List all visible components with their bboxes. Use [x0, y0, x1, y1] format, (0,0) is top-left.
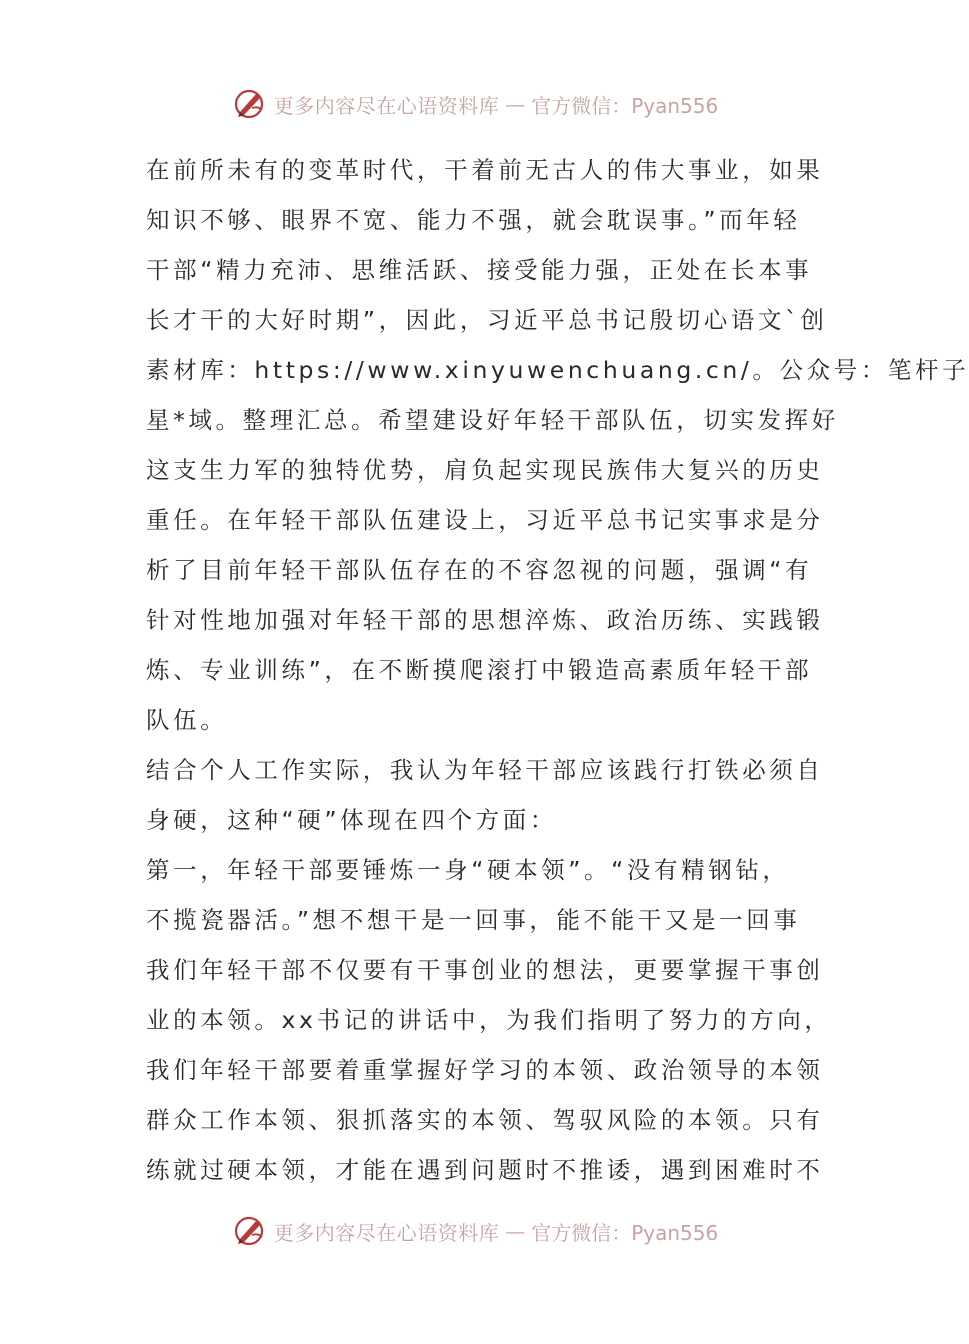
text-line: 练就过硬本领，才能在遇到问题时不推诿，遇到困难时不: [146, 1156, 824, 1184]
text-line: 队伍。: [146, 706, 228, 734]
text-line: 结合个人工作实际，我认为年轻干部应该践行打铁必须自: [146, 756, 824, 784]
pen-logo-icon: [232, 1213, 268, 1249]
text-line: 炼、专业训练”，在不断摸爬滚打中锻造高素质年轻干部: [146, 656, 813, 684]
text-line: 长才干的大好时期”，因此，习近平总书记殷切心语文`创: [146, 306, 828, 334]
text-line: 在前所未有的变革时代，干着前无古人的伟大事业，如果: [146, 156, 824, 184]
text-line: 这支生力军的独特优势，肩负起实现民族伟大复兴的历史: [146, 456, 824, 484]
watermark-wechat: 官方微信：Pyan556: [531, 1220, 719, 1245]
watermark-separator: —: [505, 92, 526, 116]
text-line: 知识不够、眼界不宽、能力不强，就会耽误事。”而年轻: [146, 206, 801, 234]
pen-logo-icon: [232, 86, 268, 122]
text-line: 业的本领。xx书记的讲话中，为我们指明了努力的方向，: [146, 1006, 832, 1034]
watermark-footer: [0, 1211, 950, 1251]
text-line: 不揽瓷器活。”想不想干是一回事，能不能干又是一回事: [146, 906, 801, 934]
watermark-header: [0, 84, 950, 124]
text-line: 析了目前年轻干部队伍存在的不容忽视的问题，强调“有: [146, 556, 813, 584]
watermark-wechat: 官方微信：Pyan556: [531, 93, 719, 118]
text-line: 素材库：https://www.xinyuwenchuang.cn/。公众号：笔杆子: [146, 356, 969, 384]
text-line: 我们年轻干部要着重掌握好学习的本领、政治领导的本领: [146, 1056, 824, 1084]
text-line: 我们年轻干部不仅要有干事创业的想法，更要掌握干事创: [146, 956, 824, 984]
watermark-separator: —: [505, 1219, 526, 1243]
text-line: 星*域。整理汇总。希望建设好年轻干部队伍，切实发挥好: [146, 406, 839, 434]
watermark-text: 更多内容尽在心语资料库: [273, 93, 500, 118]
text-line: 群众工作本领、狠抓落实的本领、驾驭风险的本领。只有: [146, 1106, 824, 1134]
watermark-text: 更多内容尽在心语资料库: [273, 1220, 500, 1245]
text-line: 重任。在年轻干部队伍建设上，习近平总书记实事求是分: [146, 506, 824, 534]
text-line: 第一，年轻干部要锤炼一身“硬本领”。“没有精钢钻，: [146, 856, 790, 884]
text-line: 干部“精力充沛、思维活跃、接受能力强，正处在长本事: [146, 256, 813, 284]
text-line: 针对性地加强对年轻干部的思想淬炼、政治历练、实践锻: [146, 606, 824, 634]
text-line: 身硬，这种“硬”体现在四个方面：: [146, 806, 557, 834]
document-body: [146, 145, 969, 1195]
